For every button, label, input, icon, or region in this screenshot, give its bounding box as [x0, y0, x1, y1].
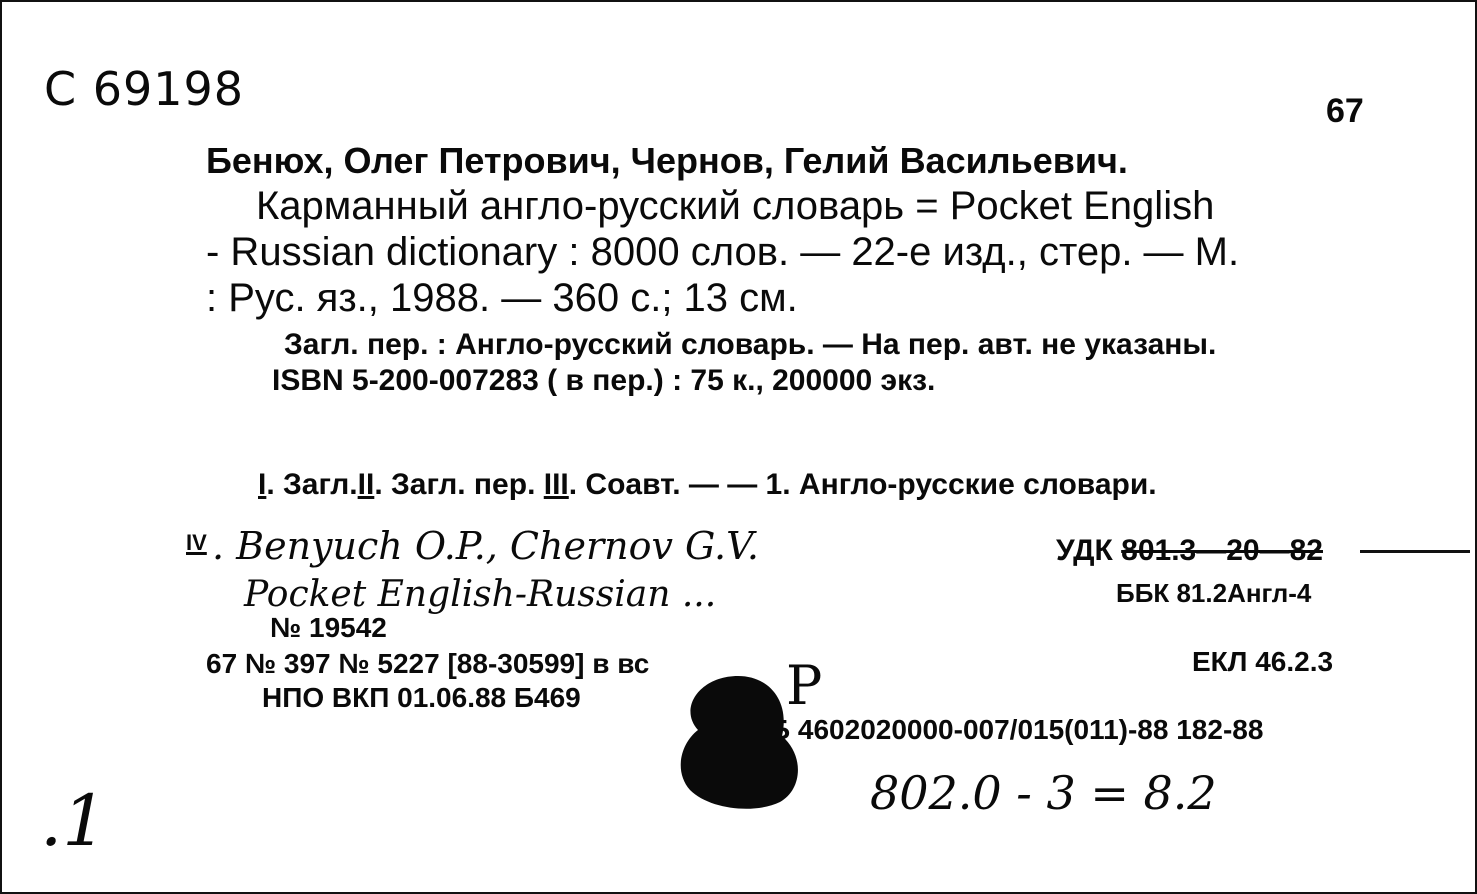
isbn-line: ISBN 5-200-007283 ( в пер.) : 75 к., 200000 экз. [272, 364, 936, 397]
tracing-ii: II [357, 468, 375, 501]
handwritten-authors: . Benyuch O.P., Chernov G.V. [212, 524, 759, 568]
accession-number: № 19542 [270, 612, 387, 643]
copy-number: 67 [1326, 92, 1364, 130]
title-line-1: Карманный англо-русский словарь = Pocket English [256, 184, 1215, 228]
tracing-i: I [258, 468, 267, 501]
udk-line [1056, 534, 1323, 568]
author-heading: Бенюх, Олег Петрович, Чернов, Гелий Васильевич. [206, 140, 1128, 181]
title-line-2: - Russian dictionary : 8000 слов. — 22-е изд., стер. — М. [206, 230, 1240, 274]
handwritten-title: Pocket English-Russian ... [244, 574, 717, 615]
ekl-line: ЕКЛ 46.2.3 [1192, 646, 1334, 677]
margin-mark: .1 [40, 780, 107, 862]
title-line-3: : Рус. яз., 1988. — 360 с.; 13 см. [206, 276, 798, 320]
note-line-1: Загл. пер. : Англо-русский словарь. — На пер. авт. не указаны. [284, 328, 1217, 361]
udk-label: УДК [1056, 534, 1113, 567]
strike-extension [1360, 550, 1470, 553]
handwritten-p: P [786, 654, 823, 717]
roman-iv: IV [186, 530, 207, 555]
bbk-line: ББК 81.2Англ-4 [1116, 578, 1312, 608]
order-line: 67 № 397 № 5227 [88-30599] в вс [206, 648, 650, 679]
b-code-line: Б 4602020000-007/015(011)-88 182-88 [770, 714, 1264, 745]
udk-value: 801.3—20—82 [1121, 534, 1323, 567]
npo-line: НПО ВКП 01.06.88 Б469 [262, 682, 581, 713]
stamp-number: С 69198 [44, 62, 245, 116]
tracings-line: I. Загл.II. Загл. пер. III. Соавт. — — 1. Англо-русские словари. [258, 468, 1157, 501]
tracing-iii: III [543, 468, 569, 501]
handwritten-classmark: 802.0 - 3 = 8.2 [870, 766, 1217, 820]
